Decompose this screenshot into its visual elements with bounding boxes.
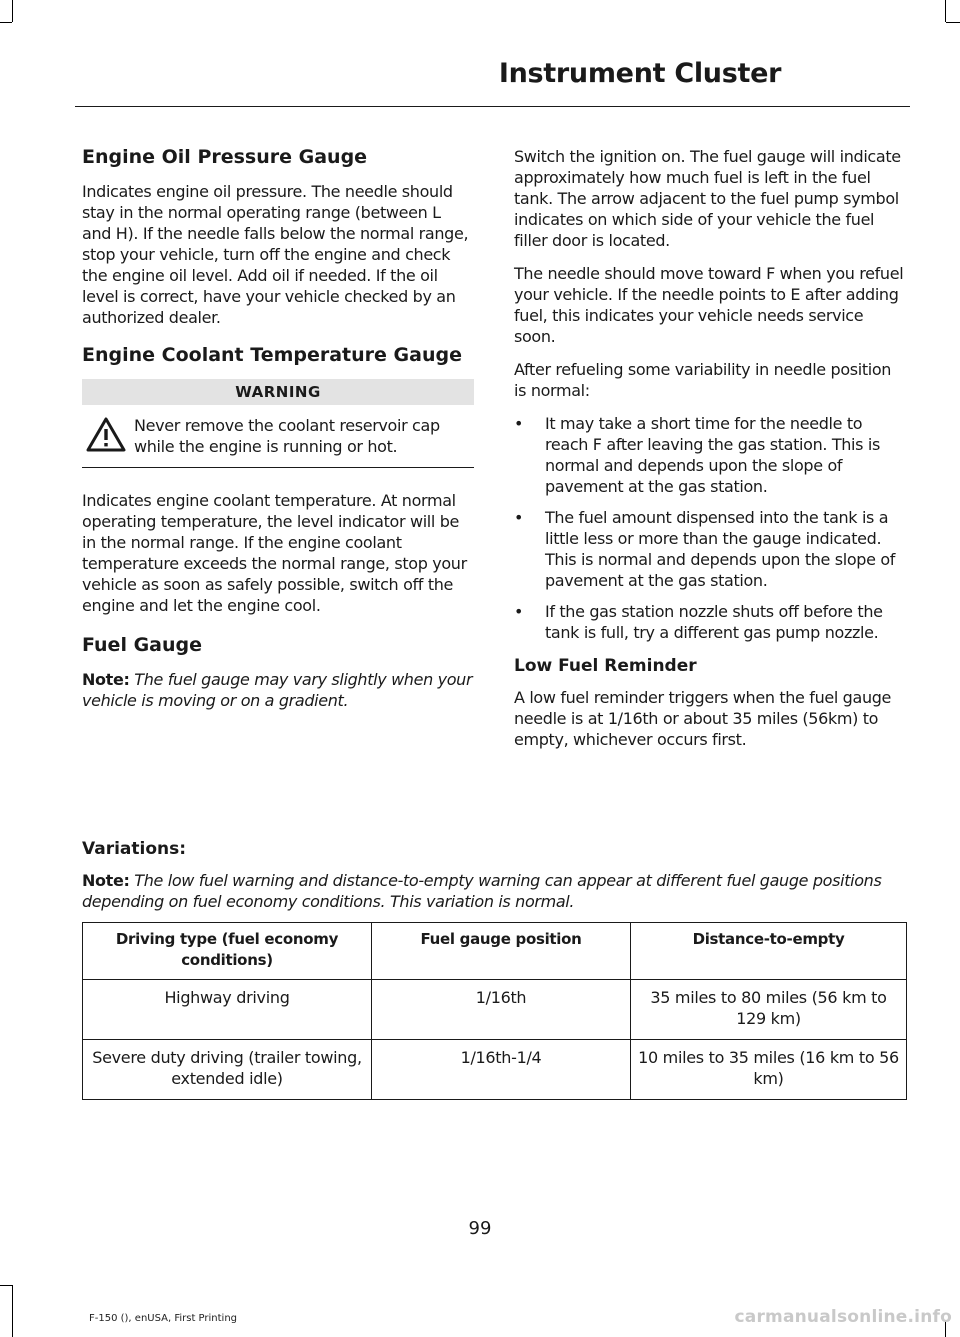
warning-triangle-icon xyxy=(86,417,126,453)
fuel-variation-table xyxy=(82,922,907,1100)
oil-pressure-text: Indicates engine oil pressure. The needle should stay in the normal operating range (between L and H). If the needle falls below the normal range, stop your vehicle, turn off the engine and check the engine oil level. Add oil if needed. If the oil level is correct, have your vehicle checked by an authorized dealer. xyxy=(82,182,469,327)
variability-list xyxy=(514,413,906,643)
table-row xyxy=(83,980,907,1040)
left-column xyxy=(82,146,474,723)
list-item: • It may take a short time for the needle to reach F after leaving the gas station. This is normal and depends upon the slope of pavement at the gas station. xyxy=(514,413,906,497)
page-number: 99 xyxy=(468,1218,492,1239)
low-fuel-text: A low fuel reminder triggers when the fuel gauge needle is at 1/16th or about 35 miles (56km) to empty, whichever occurs first. xyxy=(514,688,892,749)
note-text: The fuel gauge may vary slightly when your vehicle is moving or on a gradient. xyxy=(82,670,473,710)
table-cell: 35 miles to 80 miles (56 km to 129 km) xyxy=(631,980,907,1040)
crop-mark xyxy=(12,1285,13,1337)
table-cell: 10 miles to 35 miles (16 km to 56 km) xyxy=(631,1040,907,1100)
fuel-gauge-refuel: The needle should move toward F when you refuel your vehicle. If the needle points to E after adding fuel, this indicates your vehicle needs service soon. xyxy=(514,264,904,346)
crop-mark xyxy=(12,0,13,22)
warning-text: Never remove the coolant reservoir cap while the engine is running or hot. xyxy=(134,416,440,456)
table-row xyxy=(83,1040,907,1100)
variations-note xyxy=(82,870,906,912)
fuel-gauge-note xyxy=(82,669,474,711)
column-header: Fuel gauge position xyxy=(372,923,631,980)
low-fuel-heading: Low Fuel Reminder xyxy=(514,656,697,676)
oil-pressure-heading: Engine Oil Pressure Gauge xyxy=(82,146,368,168)
crop-mark xyxy=(946,22,960,23)
list-item: • If the gas station nozzle shuts off before the tank is full, try a different gas pump nozzle. xyxy=(514,601,906,643)
coolant-heading: Engine Coolant Temperature Gauge xyxy=(82,344,462,366)
warning-body xyxy=(82,405,474,468)
crop-mark xyxy=(945,0,946,22)
edition-footer: F-150 (), enUSA, First Printing xyxy=(89,1313,238,1324)
warning-label: WARNING xyxy=(82,379,474,405)
table-cell: 1/16th xyxy=(372,980,631,1040)
note-label: Note: xyxy=(82,871,130,890)
site-watermark[interactable]: carmanualsonline.info xyxy=(734,1307,952,1327)
fuel-gauge-variability: After refueling some variability in needle position is normal: xyxy=(514,360,892,400)
note-label: Note: xyxy=(82,670,130,689)
page-title: Instrument Cluster xyxy=(498,58,782,89)
page-header xyxy=(75,58,910,107)
table-header-row xyxy=(83,923,907,980)
note-text: The low fuel warning and distance-to-empty warning can appear at different fuel gauge positions depending on fuel economy conditions. This variation is normal. xyxy=(82,871,882,911)
column-header: Driving type (fuel economy conditions) xyxy=(83,923,372,980)
coolant-warning xyxy=(82,379,474,468)
table-cell: Severe duty driving (trailer towing, extended idle) xyxy=(83,1040,372,1100)
fuel-gauge-intro: Switch the ignition on. The fuel gauge will indicate approximately how much fuel is left in the fuel tank. The arrow adjacent to the fuel pump symbol indicates on which side of your vehicle the fuel filler door is located. xyxy=(514,147,901,250)
table-cell: 1/16th-1/4 xyxy=(372,1040,631,1100)
fuel-gauge-heading: Fuel Gauge xyxy=(82,634,203,656)
column-header: Distance-to-empty xyxy=(631,923,907,980)
right-column xyxy=(514,146,906,762)
crop-mark xyxy=(0,22,12,23)
crop-mark xyxy=(0,1285,12,1286)
variations-heading: Variations: xyxy=(82,839,187,859)
variations-section xyxy=(82,838,906,922)
list-item: • The fuel amount dispensed into the tank is a little less or more than the gauge indicated. This is normal and depends upon the slope of pavement at the gas station. xyxy=(514,507,906,591)
table-cell: Highway driving xyxy=(83,980,372,1040)
coolant-text: Indicates engine coolant temperature. At normal operating temperature, the level indicator will be in the normal range. If the engine coolant temperature exceeds the normal range, stop your vehicle as soon as safely possible, switch off the engine and let the engine cool. xyxy=(82,491,467,615)
